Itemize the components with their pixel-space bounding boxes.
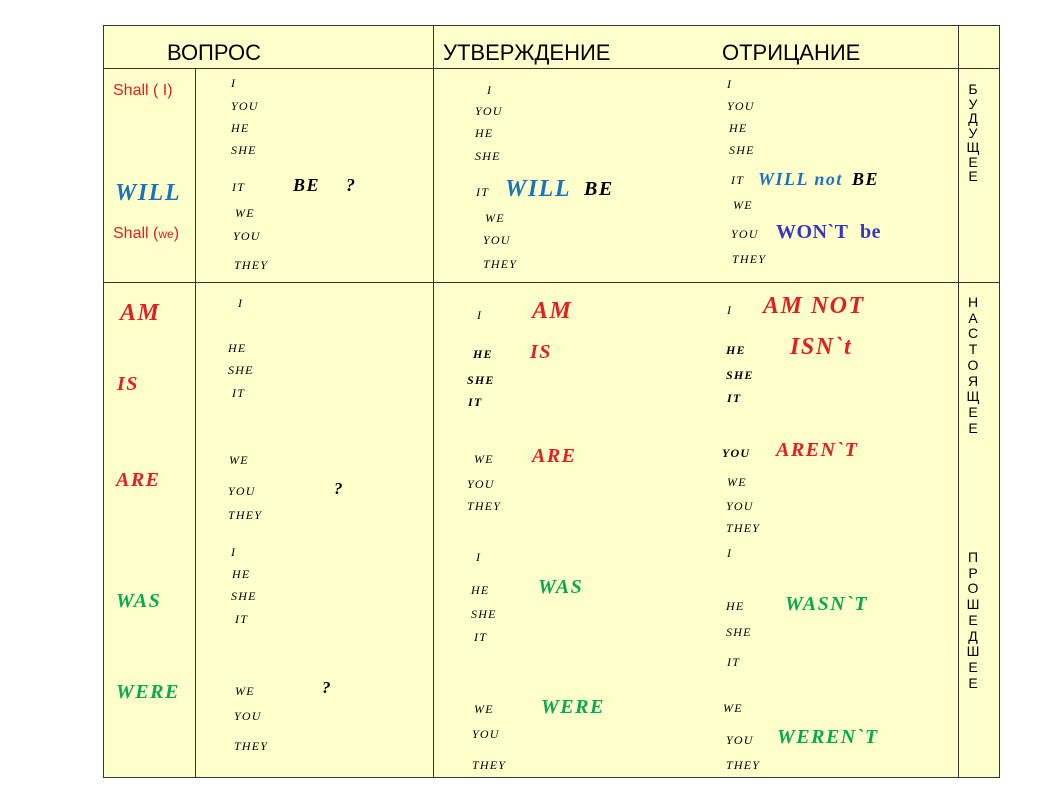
- tense-label-present: НАСТОЯЩЕЕ: [966, 294, 980, 436]
- pronoun-we: WE: [733, 198, 753, 212]
- pronoun-i: I: [231, 545, 237, 559]
- shall-i-label: Shall ( I): [113, 82, 173, 99]
- verb-are: ARE: [532, 445, 577, 467]
- question-mark: ?: [334, 479, 344, 498]
- verb-arent: AREN`T: [776, 439, 859, 461]
- pronoun-they: THEY: [234, 258, 269, 272]
- verb-werent: WEREN`T: [777, 726, 879, 748]
- pronoun-it: IT: [232, 180, 246, 194]
- header-affirmative: УТВЕРЖДЕНИЕ: [443, 40, 611, 65]
- pronoun-she: SHE: [726, 368, 754, 382]
- pronoun-he: HE: [729, 121, 748, 135]
- verb-be: BE: [584, 178, 614, 200]
- pronoun-we: WE: [235, 684, 255, 698]
- verb-wasnt: WASN`T: [785, 593, 869, 615]
- verb-be: BE: [852, 169, 880, 189]
- pronoun-we: WE: [235, 206, 255, 220]
- verb-were: WERE: [541, 696, 605, 718]
- pronoun-he: HE: [471, 583, 490, 597]
- grammar-table: [103, 25, 1000, 778]
- pronoun-you: YOU: [483, 233, 511, 247]
- pronoun-he: HE: [473, 347, 493, 361]
- pronoun-he: HE: [726, 343, 746, 357]
- pronoun-it: IT: [474, 630, 488, 644]
- pronoun-you: YOU: [722, 446, 751, 460]
- pronoun-i: I: [727, 77, 733, 91]
- verb-be: be: [860, 221, 881, 243]
- pronoun-i: I: [477, 308, 483, 322]
- pronoun-i: I: [476, 550, 482, 564]
- pronoun-we: WE: [474, 702, 494, 716]
- header-divider-line: [103, 68, 1000, 69]
- pronoun-we: WE: [474, 452, 494, 466]
- pronoun-they: THEY: [467, 499, 502, 513]
- pronoun-they: THEY: [483, 257, 518, 271]
- pronoun-you: YOU: [234, 709, 262, 723]
- question-column-divider-line: [433, 25, 434, 778]
- pronoun-he: HE: [726, 599, 745, 613]
- pronoun-we: WE: [727, 475, 747, 489]
- pronoun-she: SHE: [467, 373, 495, 387]
- verb-is: IS: [117, 373, 139, 395]
- pronoun-she: SHE: [231, 143, 257, 157]
- pronoun-you: YOU: [731, 227, 759, 241]
- pronoun-i: I: [727, 303, 733, 317]
- verb-am: AM: [120, 300, 161, 326]
- pronoun-they: THEY: [234, 739, 269, 753]
- shall-we-label: [113, 226, 179, 242]
- pronoun-it: IT: [476, 185, 490, 199]
- pronoun-you: YOU: [228, 484, 256, 498]
- pronoun-she: SHE: [231, 589, 257, 603]
- verb-were: WERE: [116, 681, 180, 703]
- pronoun-i: I: [727, 546, 733, 560]
- tense-column-divider-line: [958, 25, 959, 778]
- pronoun-you: YOU: [727, 99, 755, 113]
- pronoun-they: THEY: [726, 758, 761, 772]
- pronoun-you: YOU: [233, 229, 261, 243]
- pronoun-you: YOU: [472, 727, 500, 741]
- pronoun-she: SHE: [471, 607, 497, 621]
- pronoun-it: IT: [727, 655, 741, 669]
- pronoun-you: YOU: [231, 99, 259, 113]
- tense-label-future: БУДУЩЕЕ: [966, 81, 980, 184]
- shall-we-pronoun: we: [158, 227, 174, 241]
- verb-column-divider-line: [195, 68, 196, 778]
- pronoun-it: IT: [727, 391, 742, 405]
- pronoun-you: YOU: [726, 499, 754, 513]
- verb-are: ARE: [116, 469, 161, 491]
- verb-will: WILL: [115, 180, 181, 206]
- pronoun-they: THEY: [472, 758, 507, 772]
- verb-wont: WON`T: [776, 221, 849, 243]
- pronoun-i: I: [238, 296, 244, 310]
- pronoun-you: YOU: [726, 733, 754, 747]
- pronoun-it: IT: [468, 395, 483, 409]
- pronoun-she: SHE: [726, 625, 752, 639]
- shall-we-suffix: ): [173, 225, 180, 242]
- pronoun-they: THEY: [228, 508, 263, 522]
- pronoun-he: HE: [475, 126, 494, 140]
- pronoun-they: THEY: [726, 521, 761, 535]
- pronoun-we: WE: [485, 211, 505, 225]
- pronoun-they: THEY: [732, 252, 767, 266]
- pronoun-i: I: [487, 83, 493, 97]
- verb-am-not: AM NOT: [763, 293, 865, 319]
- pronoun-he: HE: [228, 341, 247, 355]
- pronoun-it: IT: [232, 386, 246, 400]
- shall-we-prefix: Shall (: [113, 225, 159, 242]
- header-question: ВОПРОС: [167, 40, 262, 65]
- pronoun-he: HE: [232, 567, 251, 581]
- header-negative: ОТРИЦАНИЕ: [722, 40, 861, 65]
- pronoun-you: YOU: [475, 104, 503, 118]
- pronoun-she: SHE: [475, 149, 501, 163]
- pronoun-she: SHE: [228, 363, 254, 377]
- verb-will-not: WILL not: [758, 169, 843, 189]
- pronoun-it: IT: [235, 612, 249, 626]
- verb-am: AM: [532, 298, 573, 324]
- future-divider-line: [103, 282, 1000, 283]
- question-mark: ?: [322, 678, 332, 697]
- pronoun-we: WE: [229, 453, 249, 467]
- tense-label-past: ПРОШЕДШЕЕ: [966, 549, 980, 691]
- verb-be: BE: [293, 175, 321, 195]
- pronoun-we: WE: [723, 701, 743, 715]
- pronoun-it: IT: [731, 173, 745, 187]
- verb-isnt: ISN`t: [790, 334, 853, 360]
- pronoun-he: HE: [231, 121, 250, 135]
- verb-will: WILL: [505, 176, 571, 202]
- verb-was: WAS: [116, 590, 162, 612]
- verb-is: IS: [530, 341, 552, 363]
- pronoun-you: YOU: [467, 477, 495, 491]
- verb-was: WAS: [538, 576, 584, 598]
- pronoun-she: SHE: [729, 143, 755, 157]
- question-mark: ?: [346, 175, 357, 195]
- pronoun-i: I: [231, 76, 237, 90]
